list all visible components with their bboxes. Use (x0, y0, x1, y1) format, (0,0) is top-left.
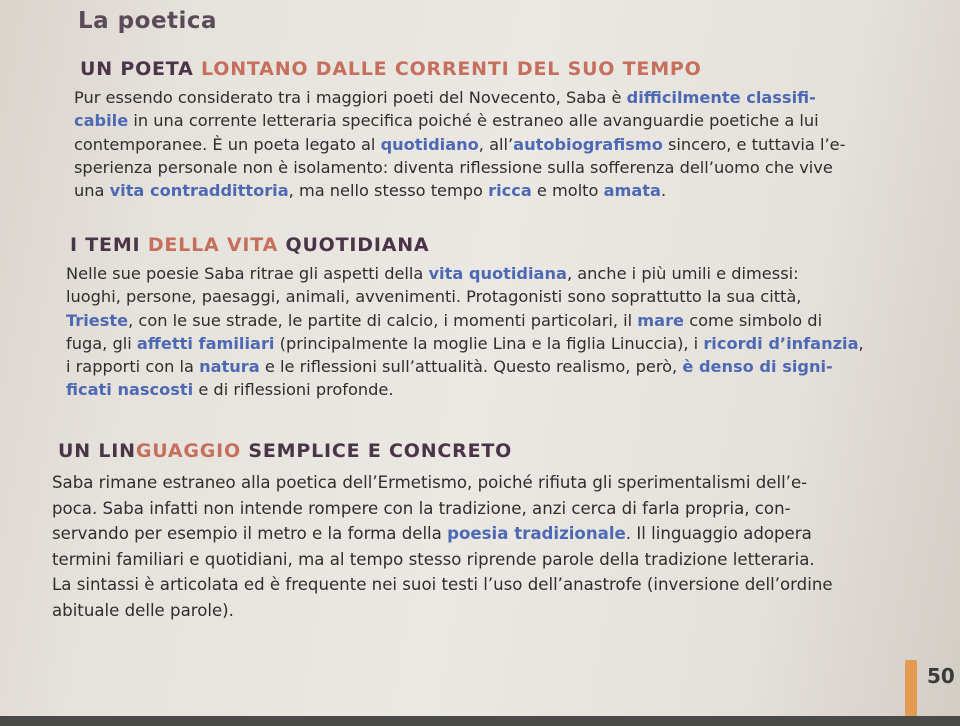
highlight-term: affetti familiari (136, 333, 275, 353)
text-run: servando per esempio il metro e la forma della (52, 524, 448, 543)
text-line (74, 109, 845, 132)
text-run: , ma nello stesso tempo (288, 181, 489, 201)
section-heading-poeta (80, 58, 702, 80)
text-run: in una corrente letteraria specifica poiché è estraneo alle avanguardie poetiche a lui (128, 111, 819, 131)
text-run: . Il linguaggio adopera (625, 524, 812, 543)
highlight-term: amata (603, 181, 661, 201)
heading-part: DELLA VITA (147, 234, 286, 256)
text-run: , (858, 333, 864, 353)
text-run: termini familiari e quotidiani, ma al tempo stesso riprende parole della tradizione letteraria. (52, 549, 815, 569)
highlight-term: poesia tradizionale (447, 524, 626, 543)
text-line (52, 521, 833, 547)
text-run: poca. Saba infatti non intende rompere con la tradizione, anzi cerca di farla propria, con- (52, 498, 791, 518)
text-run: (principalmente la moglie Lina e la figlia Linuccia), i (274, 333, 704, 353)
text-run: Nelle sue poesie Saba ritrae gli aspetti della (66, 264, 429, 283)
page-number-marker (905, 660, 917, 722)
text-line (66, 355, 864, 378)
paragraph-linguaggio (52, 470, 833, 623)
text-line (66, 332, 864, 355)
text-run: sperienza personale non è isolamento: diventa riflessione sulla sofferenza dell’uomo che vive (74, 157, 833, 177)
section-heading-linguaggio (58, 440, 512, 462)
highlight-term: mare (637, 310, 685, 330)
text-line (52, 496, 833, 522)
text-line (52, 470, 833, 496)
text-line (74, 133, 845, 156)
text-run: i rapporti con la (66, 357, 200, 377)
highlight-term: quotidiano (380, 134, 479, 154)
highlight-term: cabile (74, 111, 129, 131)
text-line (66, 262, 864, 285)
highlight-term: natura (199, 357, 260, 377)
highlight-term: difficilmente classifi- (626, 88, 816, 107)
text-line (66, 378, 864, 401)
text-run: . (660, 181, 667, 201)
page-title: La poetica (78, 8, 218, 34)
text-line (74, 179, 845, 202)
text-line (52, 572, 833, 598)
paragraph-poeta (74, 86, 845, 202)
text-run: sincero, e tuttavia l’e- (662, 134, 846, 154)
heading-part: I TEMI (70, 234, 148, 256)
highlight-term: Trieste (66, 310, 129, 330)
highlight-term: vita quotidiana (428, 264, 567, 283)
heading-part: SEMPLICE E CONCRETO (248, 440, 513, 462)
text-line (66, 285, 864, 308)
heading-part: UN POETA (80, 58, 202, 80)
heading-part: GUAGGIO (135, 440, 249, 462)
heading-part: LONTANO DALLE CORRENTI DEL SUO TEMPO (201, 58, 702, 80)
text-run: e molto (531, 181, 604, 201)
highlight-term: ricordi d’infanzia (703, 333, 859, 353)
text-run: e le riflessioni sull’attualità. Questo realismo, però, (259, 357, 683, 377)
text-run: , anche i più umili e dimessi: (566, 264, 799, 283)
text-run: Saba rimane estraneo alla poetica dell’Ermetismo, poiché rifiuta gli sperimentalismi dell’e- (52, 473, 808, 492)
highlight-term: ficati nascosti (66, 380, 194, 400)
heading-part: UN LIN (58, 440, 136, 462)
text-run: Pur essendo considerato tra i maggiori poeti del Novecento, Saba è (74, 88, 627, 107)
text-line (74, 156, 845, 179)
text-run: e di riflessioni profonde. (193, 380, 394, 400)
page-bottom-edge (0, 716, 960, 726)
text-run: una (74, 181, 110, 201)
highlight-term: vita contraddittoria (109, 181, 289, 201)
text-run: come simbolo di (684, 310, 823, 330)
highlight-term: autobiografismo (513, 134, 663, 154)
text-line (74, 86, 845, 109)
text-run: , all’ (478, 134, 514, 154)
highlight-term: è denso di signi- (682, 357, 833, 377)
section-heading-temi (70, 234, 429, 256)
text-line (52, 598, 833, 624)
text-run: La sintassi è articolata ed è frequente nei suoi testi l’uso dell’anastrofe (inversione dell’ordine (52, 575, 833, 594)
heading-part: QUOTIDIANA (285, 234, 430, 256)
highlight-term: ricca (488, 181, 532, 201)
text-run: abituale delle parole). (52, 600, 234, 620)
text-run: luoghi, persone, paesaggi, animali, avvenimenti. Protagonisti sono soprattutto la sua città, (66, 287, 802, 307)
text-line (52, 547, 833, 573)
text-line (66, 309, 864, 332)
text-run: contemporanee. È un poeta legato al (74, 134, 381, 154)
paragraph-temi (66, 262, 864, 402)
text-run: , con le sue strade, le partite di calcio, i momenti particolari, il (128, 310, 638, 330)
text-run: fuga, gli (66, 333, 137, 353)
page-number: 50 (927, 664, 955, 688)
